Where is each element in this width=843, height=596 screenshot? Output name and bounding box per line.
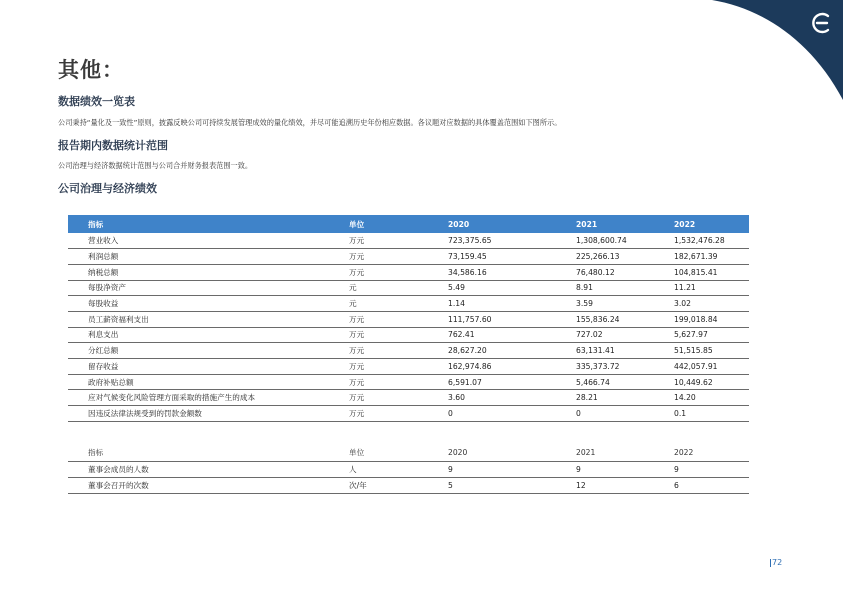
header-cell: 单位: [349, 448, 365, 458]
table-cell: 727.02: [576, 330, 603, 340]
header-cell: 2021: [576, 219, 598, 229]
table-cell: 9: [448, 464, 453, 474]
table-cell: 万元: [349, 252, 365, 262]
header-cell: 单位: [349, 219, 365, 229]
header-cell: 2020: [448, 448, 468, 458]
table-row: [68, 233, 749, 249]
table-cell: 1,532,476.28: [674, 236, 725, 246]
table-cell: 723,375.65: [448, 236, 492, 246]
table-cell: 9: [674, 464, 679, 474]
board-table: [68, 445, 749, 494]
table-cell: 人: [349, 464, 357, 474]
page-number-bar: [770, 559, 771, 567]
table-cell: 元: [349, 283, 357, 293]
table-cell: 28,627.20: [448, 346, 487, 356]
table-cell: 董事会成员的人数: [88, 464, 149, 474]
table-cell: 8.91: [576, 283, 593, 293]
table-row: [68, 311, 749, 327]
table-cell: 182,671.39: [674, 252, 718, 262]
table-cell: 73,159.45: [448, 252, 487, 262]
table-cell: 3.02: [674, 299, 691, 309]
section-heading-data-overview: 数据绩效一览表: [58, 95, 135, 108]
table-cell: 5.49: [448, 283, 465, 293]
company-logo-icon: [808, 10, 834, 36]
table-cell: 万元: [349, 267, 365, 277]
header-cell: 2021: [576, 448, 596, 458]
table-cell: 63,131.41: [576, 346, 615, 356]
table-cell: 3.60: [448, 393, 465, 403]
table-header-row: [68, 215, 749, 233]
table-cell: 1.14: [448, 299, 465, 309]
table-cell: 次/年: [349, 480, 367, 490]
table-row: [68, 343, 749, 359]
table-cell: 9: [576, 464, 581, 474]
table-cell: 纳税总额: [88, 267, 119, 277]
header-cell: 2022: [674, 219, 696, 229]
section-text-scope: 公司治理与经济数据统计范围与公司合并财务报表范围一致。: [58, 161, 253, 170]
table-header-row: [68, 445, 749, 461]
table-cell: 每股收益: [88, 299, 119, 309]
table-cell: 应对气候变化风险管理方面采取的措施产生的成本: [88, 393, 256, 403]
table-cell: 5: [448, 480, 453, 490]
table-cell: 14.20: [674, 393, 696, 403]
page-title: 其他：: [58, 58, 124, 82]
table-cell: 51,515.85: [674, 346, 713, 356]
table-cell: 董事会召开的次数: [88, 480, 149, 490]
table-cell: 28.21: [576, 393, 598, 403]
table-row: [68, 296, 749, 312]
table-cell: 6: [674, 480, 679, 490]
table-cell: 万元: [349, 393, 365, 403]
table-row: [68, 280, 749, 296]
table-cell: 225,266.13: [576, 252, 620, 262]
header-cell: 指标: [88, 448, 104, 458]
table-cell: 6,591.07: [448, 377, 482, 387]
table-cell: 0: [448, 408, 453, 418]
table-cell: 335,373.72: [576, 361, 620, 371]
table-cell: 万元: [349, 377, 365, 387]
table-row: [68, 406, 749, 422]
table-cell: 留存收益: [88, 361, 119, 371]
section-text-data-overview: 公司秉持“量化及一致性”原则，披露反映公司可持续发展管理成效的量化绩效，并尽可能追溯历史年份相应数据。各议题对应数据的具体覆盖范围如下图所示。: [58, 118, 562, 127]
header-cell: 指标: [88, 219, 104, 229]
table-row: [68, 374, 749, 390]
section-heading-scope: 报告期内数据统计范围: [58, 139, 168, 152]
table-cell: 3.59: [576, 299, 593, 309]
table-row: [68, 327, 749, 343]
table-cell: 199,018.84: [674, 314, 718, 324]
table-cell: 元: [349, 299, 357, 309]
section-heading-governance: 公司治理与经济绩效: [58, 182, 157, 195]
table-cell: 1,308,600.74: [576, 236, 627, 246]
table-cell: 万元: [349, 314, 365, 324]
table-cell: 162,974.86: [448, 361, 492, 371]
table-cell: 员工薪资福利支出: [88, 314, 149, 324]
table-cell: 0: [576, 408, 581, 418]
table-cell: 5,627.97: [674, 330, 708, 340]
table-cell: 762.41: [448, 330, 475, 340]
header-cell: 2022: [674, 448, 694, 458]
table-cell: 万元: [349, 408, 365, 418]
table-cell: 万元: [349, 346, 365, 356]
table-cell: 0.1: [674, 408, 687, 418]
table-row: [68, 359, 749, 375]
table-cell: 12: [576, 480, 586, 490]
table-cell: 营业收入: [88, 236, 119, 246]
table-cell: 每股净资产: [88, 283, 126, 293]
table-cell: 104,815.41: [674, 267, 718, 277]
table-cell: 万元: [349, 361, 365, 371]
table-cell: 155,836.24: [576, 314, 620, 324]
table-row: [68, 477, 749, 493]
table-row: [68, 264, 749, 280]
table-cell: 5,466.74: [576, 377, 610, 387]
table-row: [68, 390, 749, 406]
table-cell: 万元: [349, 236, 365, 246]
table-cell: 111,757.60: [448, 314, 492, 324]
governance-economic-table: [68, 215, 749, 422]
header-cell: 2020: [448, 219, 470, 229]
table-cell: 34,586.16: [448, 267, 487, 277]
table-cell: 分红总额: [88, 346, 119, 356]
table-cell: 因违反法律法规受到的罚款金额数: [88, 408, 202, 418]
table-row: [68, 249, 749, 265]
table-cell: 442,057.91: [674, 361, 718, 371]
table-cell: 11.21: [674, 283, 696, 293]
table-cell: 万元: [349, 330, 365, 340]
table-cell: 利润总额: [88, 252, 119, 262]
table-cell: 76,480.12: [576, 267, 615, 277]
page-number: 72: [772, 558, 783, 567]
table-cell: 政府补贴总额: [88, 377, 134, 387]
table-cell: 10,449.62: [674, 377, 713, 387]
table-row: [68, 461, 749, 477]
table-cell: 利息支出: [88, 330, 119, 340]
